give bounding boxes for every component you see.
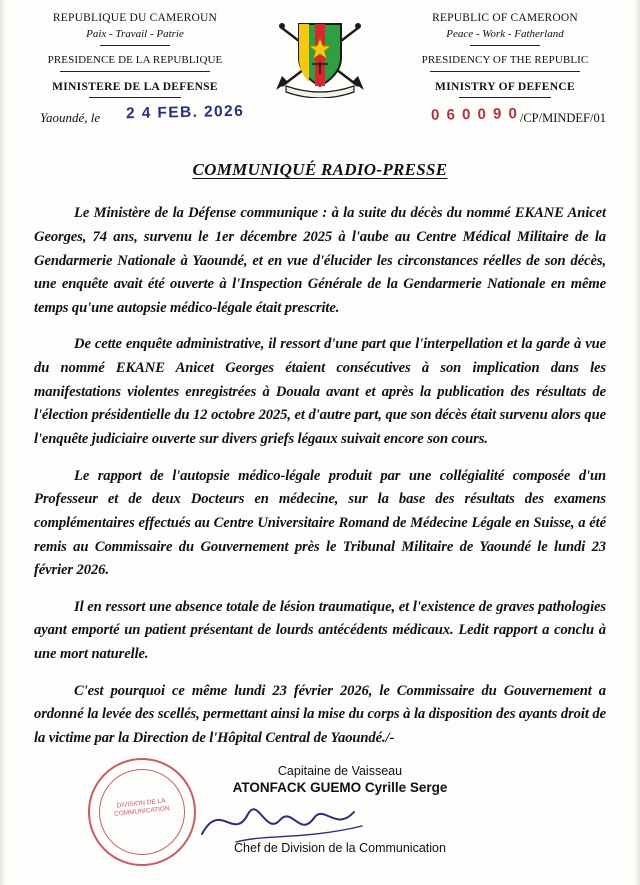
header-right-rule-1	[470, 45, 540, 46]
header-left-rule-3	[89, 97, 181, 98]
signatory-role: Chef de Division de la Communication	[234, 840, 446, 855]
page-title: COMMUNIQUÉ RADIO-PRESSE	[192, 160, 448, 180]
header-left-rule-2	[60, 71, 210, 72]
header-left-ministry: MINISTERE DE LA DEFENSE	[52, 80, 218, 93]
signature-block	[0, 764, 640, 864]
coat-of-arms-icon	[268, 12, 372, 98]
reference-number-stamp: 0 6 0 0 9 0	[430, 105, 519, 124]
header-right-rule-3	[459, 97, 551, 98]
page-edge-left	[0, 0, 6, 885]
dateline-row	[26, 104, 614, 134]
document-header	[0, 0, 640, 98]
paragraph-3: Le rapport de l'autopsie médico-légale produit par une collégialité composée d'un Professeur et de deux Docteurs en médecine, sur la base des résultats des examens complémentaires effectués au Centre Universitaire Romand de Médecine Légale en Suisse, a été remis au Commissaire du Gouvernement près le Tribunal Militaire de Yaoundé le lundi 23 février 2026.	[34, 467, 606, 579]
paragraph-5: C'est pourquoi ce même lundi 23 février 2026, le Commissaire du Gouvernement a ordonné la levée des scellés, permettant ainsi la mise du corps à la disposition des ayants droit de la victime par la Direction de l'Hôpital Central de Yaoundé./-	[34, 682, 606, 747]
header-right-presidency: PRESIDENCY OF THE REPUBLIC	[421, 53, 589, 66]
header-right-ministry: MINISTRY OF DEFENCE	[435, 80, 575, 93]
dateline-city: Yaoundé, le	[40, 110, 101, 126]
reference-suffix: /CP/MINDEF/01	[519, 111, 606, 126]
header-left-block	[26, 10, 244, 98]
stamp-inner-text: DIVISION DE LA COMMUNICATION	[113, 797, 171, 819]
header-left-rule-1	[100, 45, 170, 46]
header-right-country: REPUBLIC OF CAMEROON	[432, 12, 578, 24]
paragraph-4: Il en ressort une absence totale de lésion traumatique, et l'existence de graves pathologies ayant emporté un patient présentant de lourds antécédents médicaux. Ledit rapport a conclu à une mort naturelle.	[34, 598, 606, 663]
handwritten-signature	[196, 790, 376, 850]
header-left-motto: Paix - Travail - Patrie	[86, 27, 184, 40]
header-left-presidency: PRESIDENCE DE LA REPUBLIQUE	[47, 53, 223, 66]
header-right-motto: Peace - Work - Fatherland	[446, 27, 564, 40]
header-right-rule-2	[430, 71, 580, 72]
date-stamp: 2 4 FEB. 2026	[125, 102, 245, 123]
header-right-block	[396, 10, 614, 98]
document-body	[34, 202, 606, 750]
signatory-name: ATONFACK GUEMO Cyrille Serge	[232, 779, 448, 795]
header-left-country: REPUBLIQUE DU CAMEROUN	[52, 12, 218, 24]
signatory-rank: Capitaine de Vaisseau	[277, 763, 403, 778]
page-edge-right	[634, 0, 640, 885]
paragraph-2: De cette enquête administrative, il ressort d'une part que l'interpellation et la garde à vue du nommé EKANE Anicet Georges étaient consécutives à son implication dans les manifestations violentes enregistrées à Douala avant et après la publication des résultats de l'élection présidentielle du 12 octobre 2025, et d'autre part, que son décès était survenu alors que l'enquête judiciaire ouverte sur divers griefs légaux suivait encore son cours.	[34, 336, 606, 447]
paragraph-1: Le Ministère de la Défense communique : à la suite du décès du nommé EKANE Anicet Georges, 74 ans, survenu le 1er décembre 2025 à l'aube au Centre Médical Militaire de la Gendarmerie Nationale à Yaoundé, et en vue d'élucider les circonstances réelles de son décès, une enquête avait été ouverte à l'Inspection Générale de la Gendarmerie Nationale en même temps qu'une autopsie médico-légale était prescrite.	[34, 205, 606, 316]
